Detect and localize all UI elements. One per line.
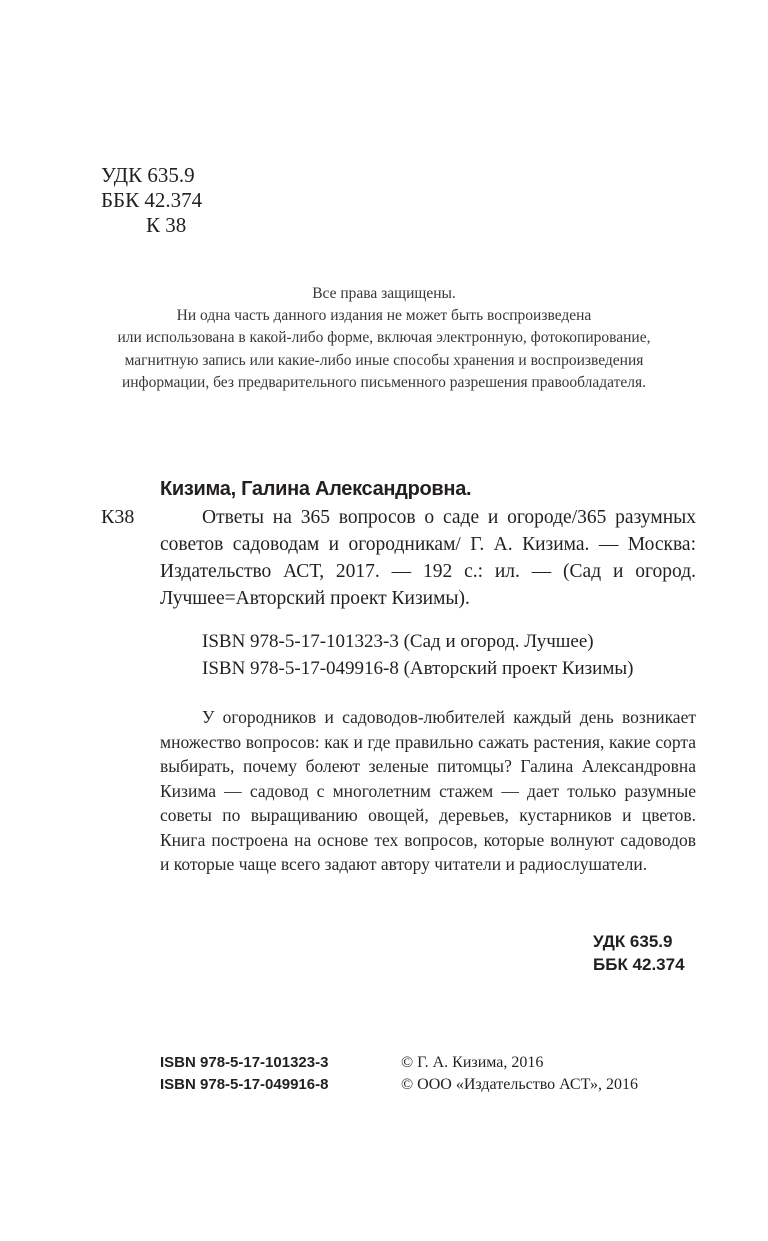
annotation-paragraph: У огородников и садоводов-любителей каждый день возникает множество вопросов: как и где правильно сажать растения, какие сорта выбирать, почему болеют зеленые питомцы? Галина Александровна Кизима — садовод с многолетним стажем — дает только разумные советы по выращиванию овощей, деревьев, кустарников и цветов. Книга построена на основе тех вопросов, которые волнуют садоводов и которые чаще всего задают автору читатели и радиослушатели. [160, 707, 696, 874]
classification-codes-bottom [593, 930, 685, 976]
bibliographic-description [160, 504, 696, 612]
catalog-code: К38 [101, 506, 135, 528]
isbn-entry: ISBN 978-5-17-101323-3 (Сад и огород. Лучшее) [202, 631, 594, 652]
rights-notice [60, 283, 708, 394]
author-heading: Кизима, Галина Александровна. [160, 478, 472, 500]
udk-code-bold: УДК 635.9 [593, 932, 673, 951]
rights-line: информации, без предварительного письменного разрешения правообладателя. [121, 373, 647, 391]
footer-isbn-list [160, 1052, 328, 1096]
rights-line: магнитную запись или какие-либо иные способы хранения и воспроизведения [124, 351, 644, 369]
copyright-line: © Г. А. Кизима, 2016 [401, 1054, 544, 1071]
bbk-code-bold: ББК 42.374 [593, 955, 685, 974]
classification-codes-top [101, 163, 202, 238]
description-text: Ответы на 365 вопросов о саде и огороде/365 разумных советов садоводам и огородникам/ Г. А. Кизима. — Москва: Издательство АСТ, 2017. — 192 с.: ил. — (Сад и огород. Лучшее=Авторский проект Кизимы). [160, 507, 696, 609]
rights-line: Все права защищены. [312, 285, 456, 302]
copyright-list [401, 1052, 638, 1096]
isbn-entry: ISBN 978-5-17-049916-8 (Авторский проект Кизимы) [202, 658, 634, 679]
bbk-code: ББК 42.374 [101, 188, 203, 212]
copyright-line: © ООО «Издательство АСТ», 2016 [401, 1076, 638, 1093]
author-sign: К 38 [146, 213, 187, 237]
rights-line: или использована в какой-либо форме, включая электронную, фотокопирование, [117, 329, 651, 347]
footer-isbn: ISBN 978-5-17-101323-3 [160, 1054, 329, 1071]
footer-isbn: ISBN 978-5-17-049916-8 [160, 1076, 329, 1093]
rights-line: Ни одна часть данного издания не может быть воспроизведена [176, 307, 592, 325]
udk-code: УДК 635.9 [101, 163, 195, 187]
isbn-list [202, 628, 633, 682]
